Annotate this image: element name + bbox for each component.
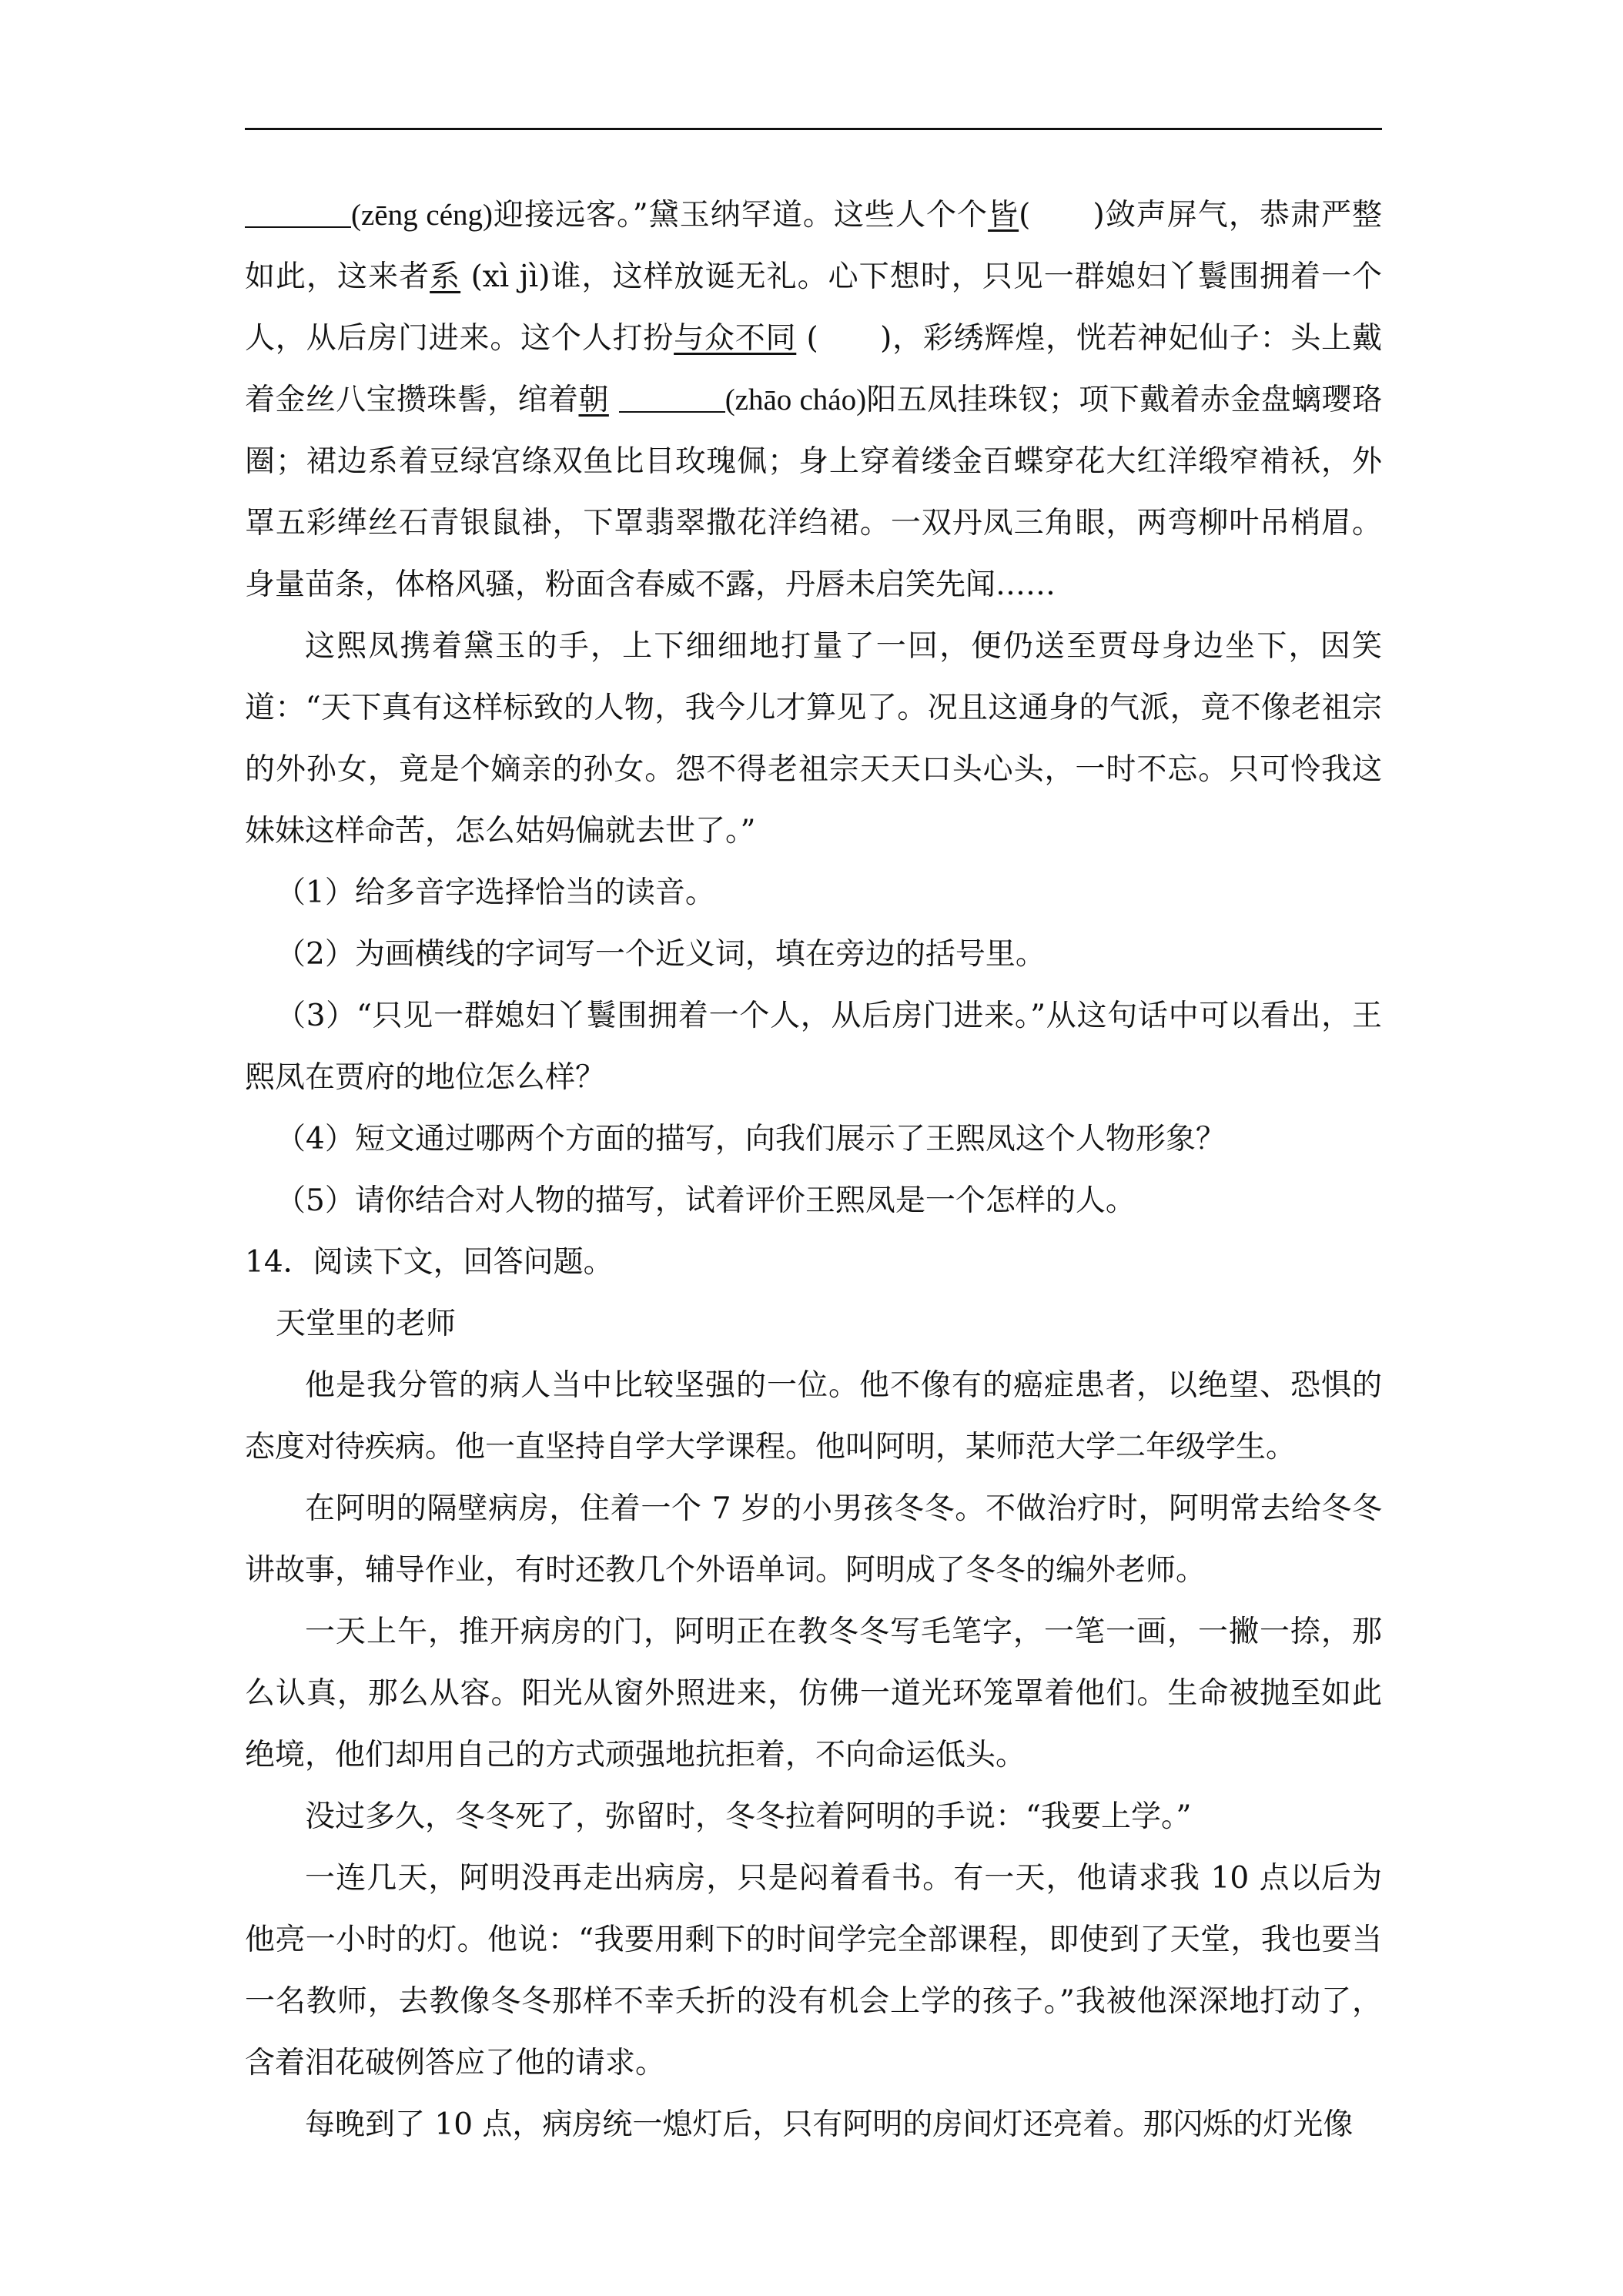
article-paragraph-6: 每晚到了 10 点，病房统一熄灯后，只有阿明的房间灯还亮着。那闪烁的灯光像 (305, 2107, 1354, 2142)
underlined-word-xi: 系 (430, 259, 461, 294)
question-14-heading: 14．阅读下文，回答问题。 (245, 1245, 614, 1280)
article-paragraph-3: 一天上午，推开病房的门，阿明正在教冬冬写毛笔字，一笔一画，一撇一捺，那么认真，那么从容。阳光从窗外照进来，仿佛一道光环笼罩着他们。生命被抛至如此绝境，他们却用自己的方式顽强地抗拒着，不向命运低头。 (245, 1615, 1382, 1772)
passage-paragraph-1: (zēng céng)迎接远客。”黛玉纳罕道。这些人个个皆( )敛声屏气，恭肃严整如此，这来者系 (xì jì)谁，这样放诞无礼。心下想时，只见一群媳妇丫鬟围拥着一个人，从后房门进来。这个人打扮与众不同 ( )，彩绣辉煌，恍若神妃仙子：头上戴着金丝八宝攒珠髻，绾着朝 (zhāo cháo)阳五凤挂珠钗；项下戴着赤金盘螭璎珞圈；裙边系着豆绿宫绦双鱼比目玫瑰佩；身上穿着缕金百蝶穿花大红洋缎窄褃袄，外罩五彩缂丝石青银鼠褂，下罩翡翠撒花洋绉裙。一双丹凤三角眼，两弯柳叶吊梢眉。身量苗条，体格风骚，粉面含春威不露，丹唇未启笑先闻…… (245, 198, 1382, 602)
article-paragraph-4: 没过多久，冬冬死了，弥留时，冬冬拉着阿明的手说：“我要上学。” (305, 1799, 1192, 1834)
question-13-1: （1）给多音字选择恰当的读音。 (276, 875, 715, 910)
underlined-word-jie: 皆 (988, 198, 1019, 233)
passage-paragraph-2: 这熙凤携着黛玉的手，上下细细地打量了一回，便仍送至贾母身边坐下，因笑道：“天下真有这样标致的人物，我今儿才算见了。况且这通身的气派，竟不像老祖宗的外孙女，竟是个嫡亲的孙女。怨不得老祖宗天天口头心头，一时不忘。只可怜我这妹妹这样命苦，怎么姑妈偏就去世了。” (245, 629, 1382, 848)
answer-blank-1[interactable] (245, 200, 351, 228)
pinyin-option-1: (zēng céng) (351, 199, 493, 232)
question-13-4: （4）短文通过哪两个方面的描写，向我们展示了王熙凤这个人物形象？ (276, 1122, 1226, 1156)
article-paragraph-2: 在阿明的隔壁病房，住着一个 7 岁的小男孩冬冬。不做治疗时，阿明常去给冬冬讲故事，辅导作业，有时还教几个外语单词。阿明成了冬冬的编外老师。 (245, 1491, 1382, 1588)
underlined-word-chao: 朝 (578, 383, 609, 417)
article-title: 天堂里的老师 (276, 1307, 457, 1341)
article-paragraph-5: 一连几天，阿明没再走出病房，只是闷着看书。有一天，他请求我 10 点以后为他亮一小时的灯。他说：“我要用剩下的时间学完全部课程，即使到了天堂，我也要当一名教师，去教像冬冬那样不幸夭折的没有机会上学的孩子。”我被他深深地打动了，含着泪花破例答应了他的请求。 (245, 1861, 1382, 2080)
underlined-word-yuzhongbutong: 与众不同 (674, 321, 797, 356)
question-13-3: （3）“只见一群媳妇丫鬟围拥着一个人，从后房门进来。”从这句话中可以看出，王熙凤在贾府的地位怎么样？ (245, 999, 1382, 1095)
answer-blank-2[interactable] (619, 385, 725, 413)
article-paragraph-1: 他是我分管的病人当中比较坚强的一位。他不像有的癌症患者，以绝望、恐惧的态度对待疾病。他一直坚持自学大学课程。他叫阿明，某师范大学二年级学生。 (245, 1368, 1382, 1464)
header-rule (245, 128, 1382, 130)
question-13-2: （2）为画横线的字词写一个近义词，填在旁边的括号里。 (276, 937, 1046, 972)
document-body (245, 185, 1382, 2156)
pinyin-option-2: (zhāo cháo) (724, 383, 867, 417)
question-13-5: （5）请你结合对人物的描写，试着评价王熙凤是一个怎样的人。 (276, 1183, 1136, 1218)
